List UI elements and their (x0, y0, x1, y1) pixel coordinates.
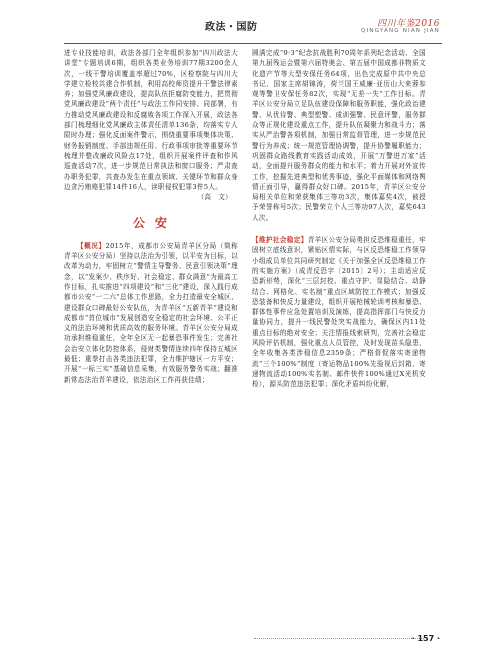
header-divider (64, 43, 442, 44)
stability-paragraph (252, 235, 426, 389)
overview-tag: 【概况】 (77, 241, 106, 250)
footer-dotted-rule (254, 638, 424, 639)
overview-text: 2015年，成都市公安局青羊区分局（简称青羊区公安分局）坚持以法治为引领，以平安为目标，以改革为动力，牢固树立“警情主导警务、民意引领决策”理念，以“发案少、秩序好、社会稳定、群众满意”为最高工作目标，扎实推进“四项建设”和“三化”建设，深入践行成都市公安“一二六”总体工作思路，全力打造最安全城区、建设群众口碑最好公安队伍，为青羊区“五新青羊”建设和成都市“首位城市”发展创造安全稳定的社会环境、公平正义的法治环境和优质高效的服务环境。青羊区公安分局成功承担维稳重任，全年全区无一起暴恐事件发生；完善社会治安立体化防控体系，侵财类警情连续四年保持五城区最低；重拳打击各类违法犯罪，全力维护辖区一方平安；开展“一标三实”基础信息采集，有效服务警务实战；翻准新常态法治青羊建设，依法治区工作再获佳绩； (64, 241, 238, 384)
running-head-section: 政法・国防 (205, 22, 258, 33)
stability-text: 青羊区公安分局勇担反恐维稳重任，牢固树立底线意识，紧贴区情实际，与区反恐维稳工作领导小组成员单位共同研究制定《关于加强全区反恐维稳工作的实施方案》（成青反恐字〔2015〕2号）；主动适应反恐新形势，深化“三层封控、重点守护、显隐结合、动静结合、网格化、实名制”重点区域防控工作模式；加强反恐装备和快反力量建设，组织开展枪械轮训考核和暴恐、群体性事件应急处置培训及演练，提高指挥部门与快反力量协同力，提升一线民警处突实战能力，确保区内11处重点目标的绝对安全；关注情报线索研判，完善社会稳定风险评估机制，强化重点人员管控，及时发现苗头隐患，全年收集各类涉稳信息2359条；严格督促落实寄递物流“三个100%”制度（寄运物品100%先验视后封箱、寄递物流活动100%实名制、邮件快件100%通过X光机安检），源头防范违法犯罪；深化矛盾纠纷化解， (252, 236, 426, 389)
intro-paragraph: 进专业技能培训，政法各部门全年组织参加“四川政法大讲堂”专题培训6期，组织各类业务培训77期3200余人次，一线干警培训覆盖率超过70%，区检察院与四川大学建立检校共建合作机制，利用高校师资提升干警法律素养；加强党风廉政建设，提高队伍拒腐防变能力，把贯彻党风廉政建设“两个责任”与政法工作同安排、同部署，有力推动党风廉政建设和反腐败各项工作深入开展，政法各部门梳理细化党风廉政主体责任清单136条，均落实专人限时办理；强化反面案件警示，围绕重要事项集体决策、财务报销制度、手部违规任用、行政事项审批等重要环节梳理并整改廉政风险点17处，组织开展案件评查和作风巡查活动7次，进一步规范日常执法和窗口服务；严肃查办职务犯罪，共查办发生在重点领域、关键环节和群众身边贪污贿赂犯罪14件16人，读职侵权犯罪3件5人。 (64, 49, 238, 191)
right-column (252, 48, 426, 390)
stability-tag: 【维护社会稳定】 (252, 236, 308, 245)
left-column (64, 48, 238, 385)
yearbook-brand-pinyin: QINGYANG NIAN JIAN (361, 28, 440, 34)
overview-paragraph (64, 241, 238, 385)
paragraph-gap (252, 223, 426, 235)
right-top-paragraph: 圆满完成“9·3”纪念抗战胜利70周年系列纪念活动、全国第九届残运会暨第六届特奥会、第五届中国成都非物质文化遗产节等大型安保任务64项，出色完成原中共中央总书记、国家主席胡锦涛，荷兰国王威廉·亚历山大来蓉参观等警卫安保任务82次，实现“无差一失”工作目标。青羊区公安分局立足队伍建设保障和服务职能，强化政治建警、从优待警、典型塑警、成训强警、民意评警，服务群众等正规化建设重点工作，提升队伍凝聚力和战斗力；落实从严治警各项机制，加强日常监督管理，进一步规范民警行为养成；统一规范管理协调警，提升协警履职能力；巩固群众路线教育实践活动成效，开展“万警进万家”活动，全面提升服务群众的能力和水平；着力开展对外宣传工作，挖掘先进典型和优秀事迹，强化平面媒体和网络舆情正面引导，赢得群众好口碑。2015年，青羊区公安分局相关单位和荣获集体三等功3次，集体嘉奖4次，被授予荣誉称号5次；民警荣立个人三等功97人次，嘉奖643人次。 (252, 49, 426, 222)
yearbook-brand: 四川年鉴2016 (377, 19, 440, 29)
source-attribution: （高 文） (197, 193, 232, 202)
section-title: 公安 (132, 216, 177, 231)
page-header (0, 0, 480, 40)
page-number: · 157 · (411, 634, 440, 643)
